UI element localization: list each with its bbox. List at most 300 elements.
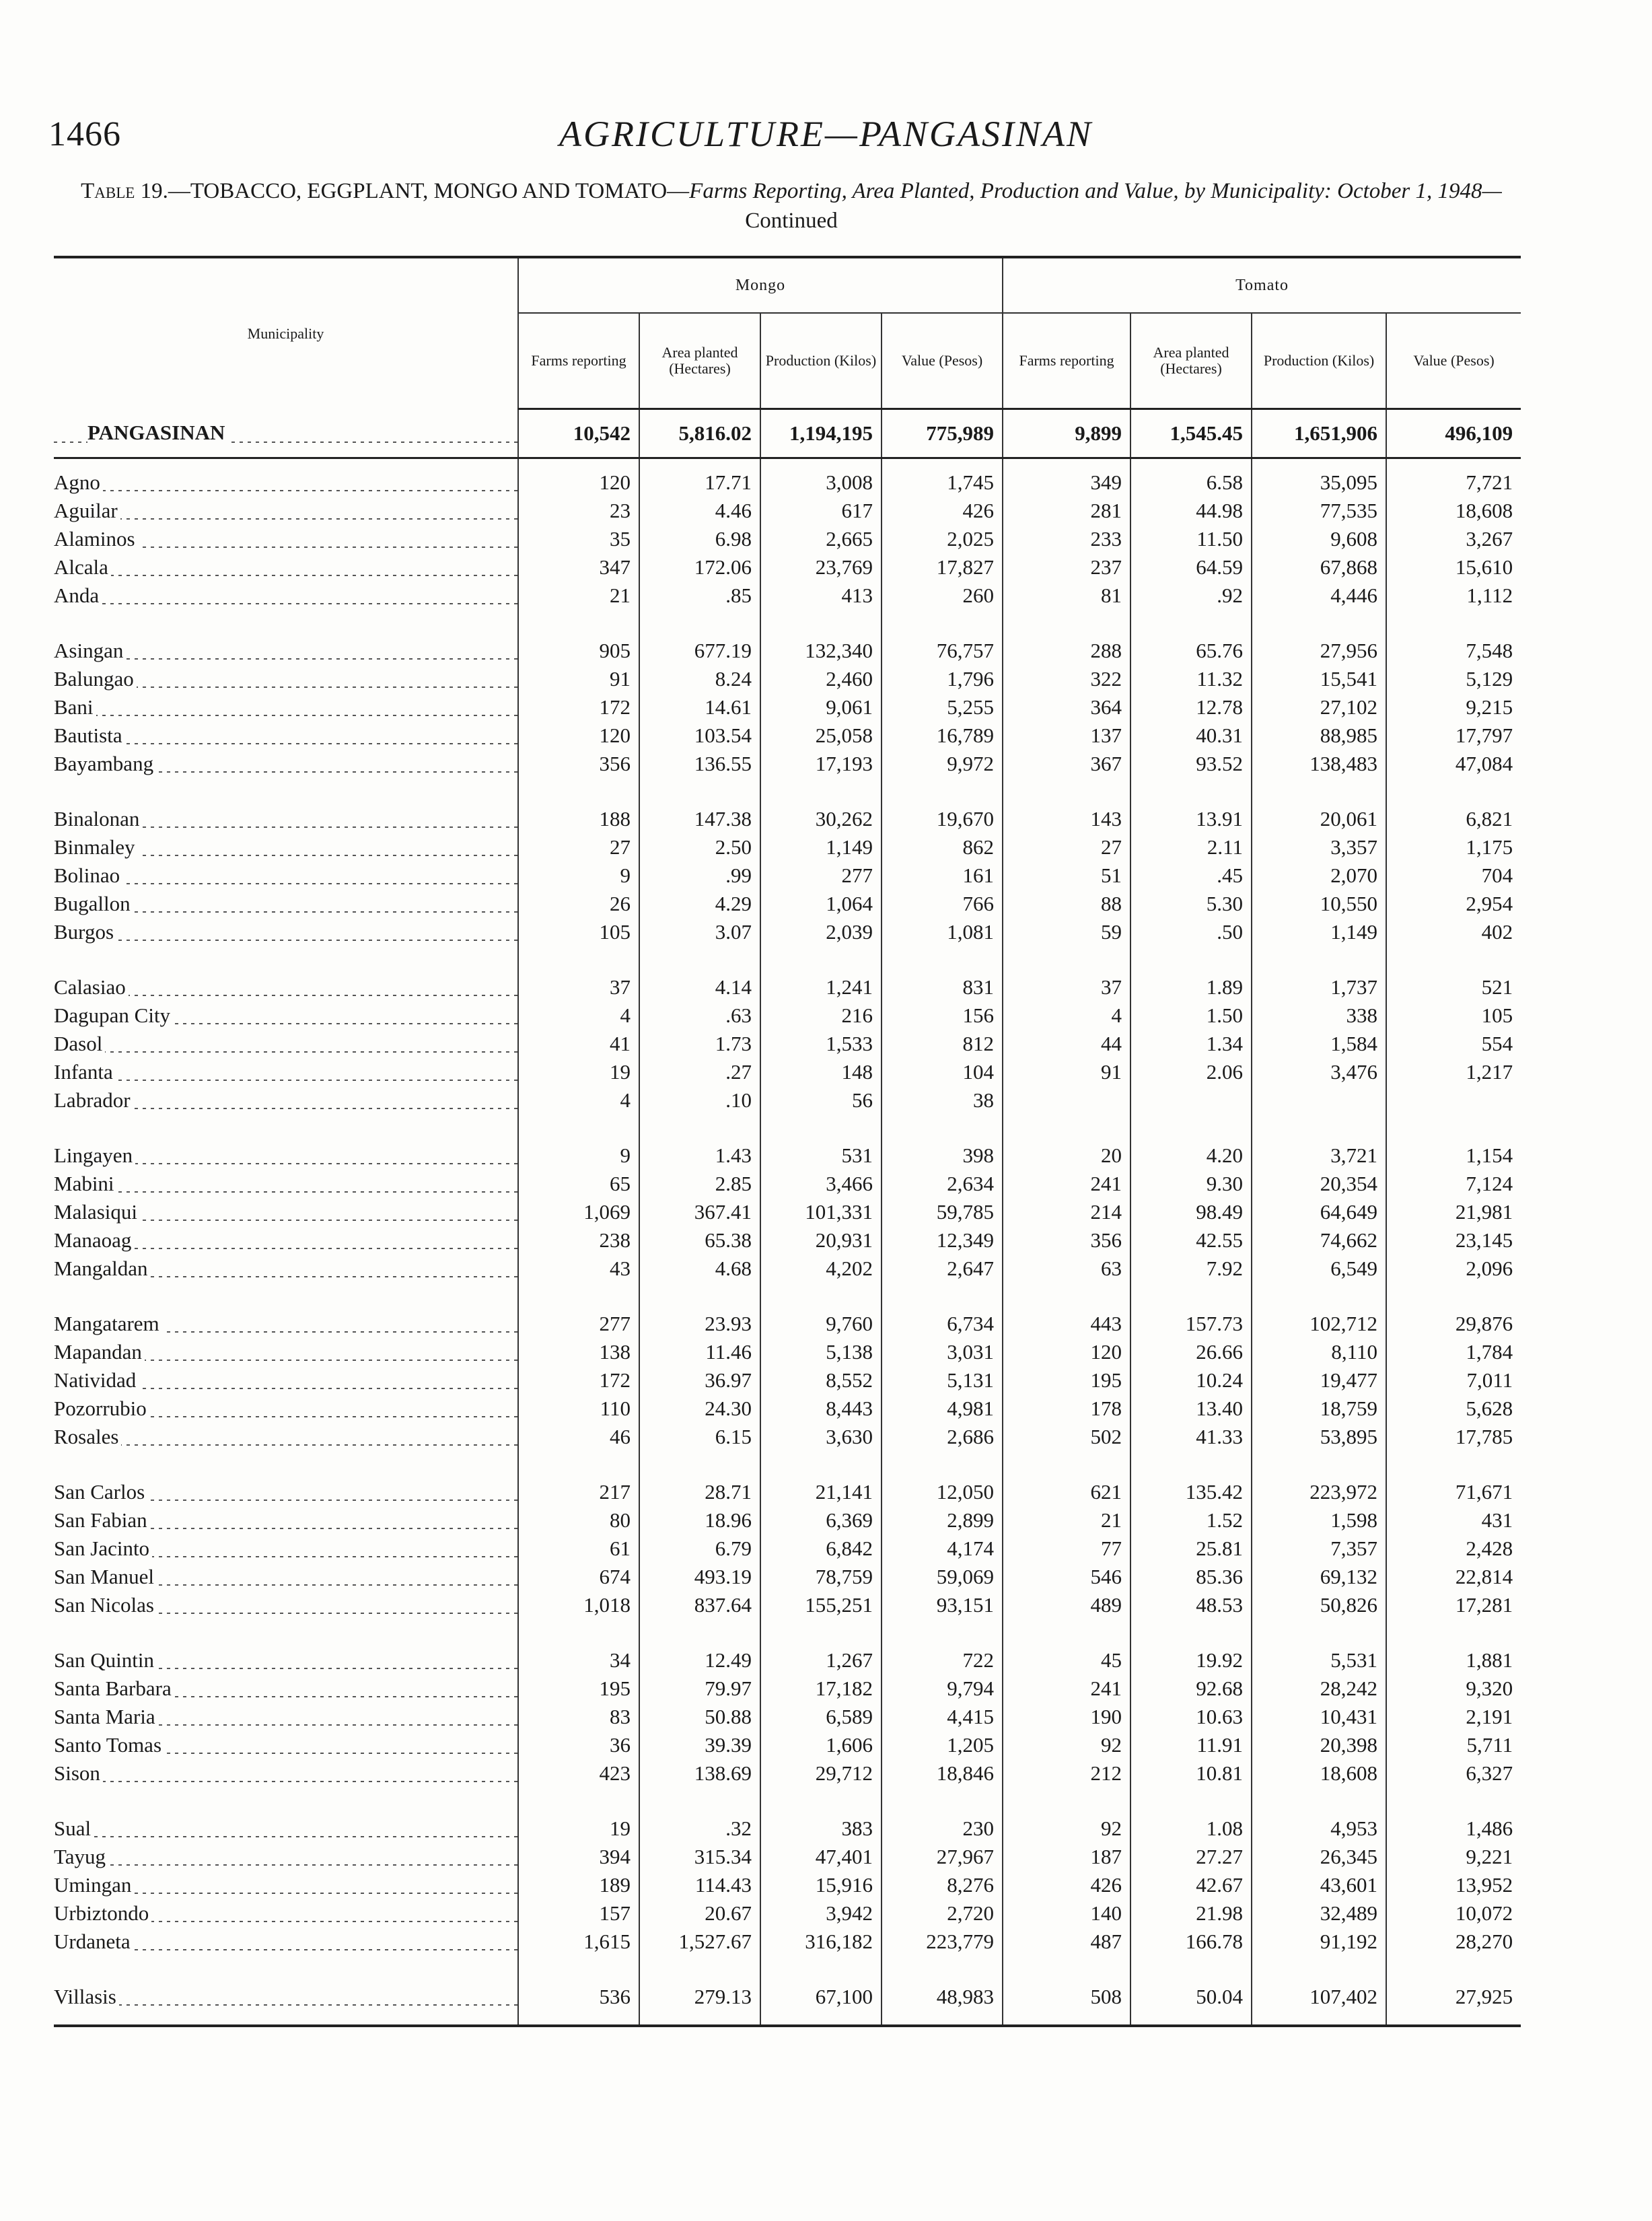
table-row	[54, 1198, 1521, 1226]
municipality-name: Mangaldan	[54, 1255, 518, 1283]
table-cell: 722	[882, 1619, 1003, 1674]
table-cell: 4.14	[639, 946, 760, 1001]
table-cell: 6.98	[639, 525, 760, 553]
table-cell: 132,340	[760, 610, 882, 665]
table-cell: 5,129	[1386, 665, 1521, 693]
table-cell: 44	[1003, 1030, 1130, 1058]
table-cell: 546	[1003, 1563, 1130, 1591]
table-cell: 2.50	[639, 833, 760, 861]
table-cell: .32	[639, 1788, 760, 1843]
table-row	[54, 1591, 1521, 1619]
table-cell: 28,242	[1252, 1674, 1386, 1703]
table-cell: 1,584	[1252, 1030, 1386, 1058]
table-cell: 136.55	[639, 750, 760, 778]
table-cell: 64,649	[1252, 1198, 1386, 1226]
table-row	[54, 1115, 1521, 1170]
municipality-name: Mapandan	[54, 1338, 518, 1366]
table-cell: 4,953	[1252, 1788, 1386, 1843]
table-row	[54, 1338, 1521, 1366]
table-cell: 25,058	[760, 721, 882, 750]
table-cell: 5,255	[882, 693, 1003, 721]
table-cell: 502	[1003, 1423, 1130, 1451]
page-number: 1466	[48, 115, 121, 153]
table-row	[54, 1788, 1521, 1843]
table-cell: 383	[760, 1788, 882, 1843]
table-cell: 6,327	[1386, 1759, 1521, 1788]
table-cell: .92	[1130, 581, 1252, 610]
table-cell: 28,270	[1386, 1928, 1521, 1956]
table-cell: 2.06	[1130, 1058, 1252, 1086]
table-cell: 138,483	[1252, 750, 1386, 778]
table-cell: 155,251	[760, 1591, 882, 1619]
table-cell: 2,039	[760, 918, 882, 946]
table-cell: 1,112	[1386, 581, 1521, 610]
table-cell: 17,797	[1386, 721, 1521, 750]
table-cell: 30,262	[760, 778, 882, 833]
table-cell: 9,320	[1386, 1674, 1521, 1703]
table-cell: 69,132	[1252, 1563, 1386, 1591]
municipality-name: Pozorrubio	[54, 1395, 518, 1423]
table-cell: 487	[1003, 1928, 1130, 1956]
table-cell: 1,217	[1386, 1058, 1521, 1086]
municipality-name: Sison	[54, 1759, 518, 1788]
table-cell: 277	[518, 1283, 639, 1338]
table-cell: 4.46	[639, 497, 760, 525]
table-row	[54, 778, 1521, 833]
table-cell: 143	[1003, 778, 1130, 833]
table-cell: 21,141	[760, 1451, 882, 1506]
table-row	[54, 1899, 1521, 1928]
municipality-name: San Fabian	[54, 1506, 518, 1535]
table-cell: 1,149	[1252, 918, 1386, 946]
table-cell: 138	[518, 1338, 639, 1366]
municipality-name: San Manuel	[54, 1563, 518, 1591]
table-cell: 1,069	[518, 1198, 639, 1226]
table-row	[54, 1001, 1521, 1030]
table-cell: 41.33	[1130, 1423, 1252, 1451]
table-cell: 189	[518, 1871, 639, 1899]
table-cell: 905	[518, 610, 639, 665]
table-cell: 24.30	[639, 1395, 760, 1423]
table-row	[54, 1871, 1521, 1899]
municipality-name: Villasis	[54, 1956, 518, 2026]
table-cell: 92	[1003, 1788, 1130, 1843]
table-cell: 48.53	[1130, 1591, 1252, 1619]
table-cell: 12,349	[882, 1226, 1003, 1255]
table-cell: 1,064	[760, 890, 882, 918]
table-cell: 1,745	[882, 458, 1003, 497]
table-cell: 22,814	[1386, 1563, 1521, 1591]
table-cell: 19,477	[1252, 1366, 1386, 1395]
table-cell: 40.31	[1130, 721, 1252, 750]
municipality-name: Dasol	[54, 1030, 518, 1058]
municipality-name: Bayambang	[54, 750, 518, 778]
table-cell: 6,734	[882, 1283, 1003, 1338]
table-cell: 1.52	[1130, 1506, 1252, 1535]
table-cell: 1,545.45	[1130, 409, 1252, 458]
caption-tail: Continued	[745, 209, 838, 233]
table-cell: 1,267	[760, 1619, 882, 1674]
table-row	[54, 610, 1521, 665]
municipality-name: Asingan	[54, 610, 518, 665]
table-cell: 8,110	[1252, 1338, 1386, 1366]
table-cell: 19,670	[882, 778, 1003, 833]
table-cell: 50,826	[1252, 1591, 1386, 1619]
table-row	[54, 890, 1521, 918]
table-cell: 277	[760, 861, 882, 890]
table-cell: 9,608	[1252, 525, 1386, 553]
column-header: Area planted (Hectares)	[1130, 313, 1252, 409]
table-cell: 230	[882, 1788, 1003, 1843]
table-cell: 104	[882, 1058, 1003, 1086]
table-cell: 48,983	[882, 1956, 1003, 2026]
table-cell: 17.71	[639, 458, 760, 497]
table-cell: 20,354	[1252, 1170, 1386, 1198]
table-cell: 157	[518, 1899, 639, 1928]
table-cell: .50	[1130, 918, 1252, 946]
table-cell: 6,842	[760, 1535, 882, 1563]
municipality-name: San Carlos	[54, 1451, 518, 1506]
column-header: Area planted (Hectares)	[639, 313, 760, 409]
table-row	[54, 1283, 1521, 1338]
table-cell: 322	[1003, 665, 1130, 693]
table-cell: 13.40	[1130, 1395, 1252, 1423]
table-cell: 110	[518, 1395, 639, 1423]
table-cell: 4,981	[882, 1395, 1003, 1423]
table-cell: 4,174	[882, 1535, 1003, 1563]
table-cell: .27	[639, 1058, 760, 1086]
table-cell: 27,956	[1252, 610, 1386, 665]
table-cell: .63	[639, 1001, 760, 1030]
table-cell: 91	[518, 665, 639, 693]
municipality-name: Sual	[54, 1788, 518, 1843]
table-cell: 34	[518, 1619, 639, 1674]
table-cell: 43,601	[1252, 1871, 1386, 1899]
table-cell: 9	[518, 1115, 639, 1170]
table-cell: 1,881	[1386, 1619, 1521, 1674]
table-cell: .99	[639, 861, 760, 890]
column-header: Value (Pesos)	[1386, 313, 1521, 409]
table-cell: 4,202	[760, 1255, 882, 1283]
table-cell: 17,827	[882, 553, 1003, 581]
table-cell: 2.85	[639, 1170, 760, 1198]
table-cell	[1386, 1086, 1521, 1115]
table-cell: 187	[1003, 1843, 1130, 1871]
table-cell: 88,985	[1252, 721, 1386, 750]
table-cell: 45	[1003, 1619, 1130, 1674]
municipality-name: Mabini	[54, 1170, 518, 1198]
table-cell: 77	[1003, 1535, 1130, 1563]
table-cell: 260	[882, 581, 1003, 610]
table-cell: 9,899	[1003, 409, 1130, 458]
table-row	[54, 861, 1521, 890]
table-row	[54, 458, 1521, 497]
municipality-name: San Nicolas	[54, 1591, 518, 1619]
municipality-name: Anda	[54, 581, 518, 610]
table-cell: 1,205	[882, 1731, 1003, 1759]
table-cell: 18,608	[1386, 497, 1521, 525]
table-cell: 19	[518, 1058, 639, 1086]
table-cell: 50.04	[1130, 1956, 1252, 2026]
table-cell: 120	[518, 458, 639, 497]
table-cell: 85.36	[1130, 1563, 1252, 1591]
table-cell: 281	[1003, 497, 1130, 525]
table-cell: 17,193	[760, 750, 882, 778]
table-cell: 172	[518, 693, 639, 721]
table-cell: 43	[518, 1255, 639, 1283]
table-cell: 138.69	[639, 1759, 760, 1788]
table-cell: 18.96	[639, 1506, 760, 1535]
table-cell: 29,712	[760, 1759, 882, 1788]
table-cell: 27	[1003, 833, 1130, 861]
table-cell: 5.30	[1130, 890, 1252, 918]
table-cell: 195	[518, 1674, 639, 1703]
table-cell: 26,345	[1252, 1843, 1386, 1871]
total-row	[54, 409, 1521, 458]
municipality-name: Bautista	[54, 721, 518, 750]
municipality-name: Urbiztondo	[54, 1899, 518, 1928]
table-cell: 44.98	[1130, 497, 1252, 525]
table-cell: 18,846	[882, 1759, 1003, 1788]
table-cell: 338	[1252, 1001, 1386, 1030]
table-cell: 4	[518, 1086, 639, 1115]
table-cell: 59	[1003, 918, 1130, 946]
table-cell	[1003, 1086, 1130, 1115]
table-cell: 496,109	[1386, 409, 1521, 458]
municipality-name: San Quintin	[54, 1619, 518, 1674]
table-cell: .10	[639, 1086, 760, 1115]
table-cell: 11.50	[1130, 525, 1252, 553]
table-cell: 214	[1003, 1198, 1130, 1226]
table-cell: 12.49	[639, 1619, 760, 1674]
table-cell: 19.92	[1130, 1619, 1252, 1674]
municipality-name: Alaminos	[54, 525, 518, 553]
table-cell: 4.68	[639, 1255, 760, 1283]
table-cell: 26.66	[1130, 1338, 1252, 1366]
table-cell: 61	[518, 1535, 639, 1563]
table-cell: 3,466	[760, 1170, 882, 1198]
table-cell: 521	[1386, 946, 1521, 1001]
table-cell	[1252, 1086, 1386, 1115]
table-row	[54, 1619, 1521, 1674]
table-row	[54, 525, 1521, 553]
table-row	[54, 665, 1521, 693]
table-cell: 71,671	[1386, 1451, 1521, 1506]
table-cell: 394	[518, 1843, 639, 1871]
table-cell: 8.24	[639, 665, 760, 693]
table-row	[54, 918, 1521, 946]
table-cell: 2,665	[760, 525, 882, 553]
group-header-tomato: Tomato	[1003, 257, 1521, 313]
table-cell: 812	[882, 1030, 1003, 1058]
table-row	[54, 1759, 1521, 1788]
table-cell: 59,785	[882, 1198, 1003, 1226]
table-cell: 238	[518, 1226, 639, 1255]
table-cell: 775,989	[882, 409, 1003, 458]
table-cell: 27,102	[1252, 693, 1386, 721]
table-cell: 114.43	[639, 1871, 760, 1899]
municipality-name: Binmaley	[54, 833, 518, 861]
data-table	[54, 256, 1521, 2027]
table-cell: 1,486	[1386, 1788, 1521, 1843]
table-cell: 63	[1003, 1255, 1130, 1283]
table-cell: 88	[1003, 890, 1130, 918]
table-cell: 356	[518, 750, 639, 778]
table-cell: 7.92	[1130, 1255, 1252, 1283]
table-cell: 29,876	[1386, 1283, 1521, 1338]
table-cell: 674	[518, 1563, 639, 1591]
table-cell: 38	[882, 1086, 1003, 1115]
table-cell: 1,651,906	[1252, 409, 1386, 458]
table-cell: 8,552	[760, 1366, 882, 1395]
table-cell: 10,431	[1252, 1703, 1386, 1731]
municipality-name: Bugallon	[54, 890, 518, 918]
table-cell: 2,025	[882, 525, 1003, 553]
table-cell: 157.73	[1130, 1283, 1252, 1338]
table-row	[54, 1563, 1521, 1591]
total-name: PANGASINAN	[54, 409, 518, 458]
table-cell: 23,145	[1386, 1226, 1521, 1255]
table-cell: 148	[760, 1058, 882, 1086]
table-cell: 1,018	[518, 1591, 639, 1619]
table-cell: 67,868	[1252, 553, 1386, 581]
table-row	[54, 1170, 1521, 1198]
municipality-name: Bani	[54, 693, 518, 721]
table-cell: 3,357	[1252, 833, 1386, 861]
table-cell: 423	[518, 1759, 639, 1788]
table-cell: 5,628	[1386, 1395, 1521, 1423]
table-cell: 426	[1003, 1871, 1130, 1899]
table-row	[54, 1674, 1521, 1703]
table-row	[54, 833, 1521, 861]
table-cell: 10.24	[1130, 1366, 1252, 1395]
table-cell: 23	[518, 497, 639, 525]
table-cell: 7,357	[1252, 1535, 1386, 1563]
table-cell: 65	[518, 1170, 639, 1198]
table-cell: 9	[518, 861, 639, 890]
table-cell: 837.64	[639, 1591, 760, 1619]
table-cell: 1,533	[760, 1030, 882, 1058]
municipality-name: Burgos	[54, 918, 518, 946]
table-cell: 3,630	[760, 1423, 882, 1451]
table-cell: 17,785	[1386, 1423, 1521, 1451]
table-row	[54, 553, 1521, 581]
table-cell: 431	[1386, 1506, 1521, 1535]
table-row	[54, 1843, 1521, 1871]
table-row	[54, 1731, 1521, 1759]
table-cell: 135.42	[1130, 1451, 1252, 1506]
table-cell: 5,816.02	[639, 409, 760, 458]
table-cell: 36.97	[639, 1366, 760, 1395]
table-cell: 536	[518, 1956, 639, 2026]
table-row	[54, 1535, 1521, 1563]
table-row	[54, 1928, 1521, 1956]
table-cell: 4,415	[882, 1703, 1003, 1731]
table-cell: 10.81	[1130, 1759, 1252, 1788]
table-cell: 12,050	[882, 1451, 1003, 1506]
municipality-name: Santo Tomas	[54, 1731, 518, 1759]
table-cell: 51	[1003, 861, 1130, 890]
table-row	[54, 693, 1521, 721]
table-cell: 64.59	[1130, 553, 1252, 581]
table-row	[54, 1255, 1521, 1283]
table-cell: 147.38	[639, 778, 760, 833]
table-cell: 7,124	[1386, 1170, 1521, 1198]
table-cell: 2,460	[760, 665, 882, 693]
table-cell: 91,192	[1252, 1928, 1386, 1956]
table-cell: 9.30	[1130, 1170, 1252, 1198]
table-cell: 6.79	[639, 1535, 760, 1563]
table-row	[54, 1030, 1521, 1058]
table-cell: 241	[1003, 1170, 1130, 1198]
table-cell: 233	[1003, 525, 1130, 553]
table-cell: 15,541	[1252, 665, 1386, 693]
table-cell: 8,276	[882, 1871, 1003, 1899]
table-cell: 212	[1003, 1759, 1130, 1788]
table-cell: 11.91	[1130, 1731, 1252, 1759]
table-cell: 67,100	[760, 1956, 882, 2026]
table-cell: 1,149	[760, 833, 882, 861]
table-cell: .85	[639, 581, 760, 610]
table-cell: 2.11	[1130, 833, 1252, 861]
table-cell: 223,972	[1252, 1451, 1386, 1506]
table-cell: 166.78	[1130, 1928, 1252, 1956]
table-cell: 15,610	[1386, 553, 1521, 581]
table-row	[54, 1086, 1521, 1115]
table-cell: 316,182	[760, 1928, 882, 1956]
table-cell: 37	[1003, 946, 1130, 1001]
table-cell: 6,369	[760, 1506, 882, 1535]
table-cell: 2,634	[882, 1170, 1003, 1198]
table-cell: 12.78	[1130, 693, 1252, 721]
table-cell: 1.89	[1130, 946, 1252, 1001]
table-cell: 9,972	[882, 750, 1003, 778]
municipality-name: Umingan	[54, 1871, 518, 1899]
table-cell: 223,779	[882, 1928, 1003, 1956]
table-cell: 6.15	[639, 1423, 760, 1451]
table-cell: 531	[760, 1115, 882, 1170]
municipality-name: Manaoag	[54, 1226, 518, 1255]
table-cell: 21	[1003, 1506, 1130, 1535]
table-cell: 27	[518, 833, 639, 861]
table-cell: 93,151	[882, 1591, 1003, 1619]
table-cell: 4.29	[639, 890, 760, 918]
table-cell: 81	[1003, 581, 1130, 610]
table-cell: 93.52	[1130, 750, 1252, 778]
municipality-name: Dagupan City	[54, 1001, 518, 1030]
table-cell: 101,331	[760, 1198, 882, 1226]
table-cell: 105	[1386, 1001, 1521, 1030]
table-cell: 16,789	[882, 721, 1003, 750]
table-row	[54, 581, 1521, 610]
municipality-name: Santa Barbara	[54, 1674, 518, 1703]
table-cell: 367.41	[639, 1198, 760, 1226]
municipality-name: Tayug	[54, 1843, 518, 1871]
table-cell: 83	[518, 1703, 639, 1731]
running-title: AGRICULTURE—PANGASINAN	[559, 114, 1093, 154]
table-cell: 7,721	[1386, 458, 1521, 497]
table-cell: 11.46	[639, 1338, 760, 1366]
table-cell: 27,967	[882, 1843, 1003, 1871]
municipality-name: Santa Maria	[54, 1703, 518, 1731]
table-cell: 37	[518, 946, 639, 1001]
municipality-name: Labrador	[54, 1086, 518, 1115]
table-cell: 20,061	[1252, 778, 1386, 833]
table-cell: 1.08	[1130, 1788, 1252, 1843]
table-cell: 92.68	[1130, 1674, 1252, 1703]
municipality-name: Urdaneta	[54, 1928, 518, 1956]
table-cell: 288	[1003, 610, 1130, 665]
